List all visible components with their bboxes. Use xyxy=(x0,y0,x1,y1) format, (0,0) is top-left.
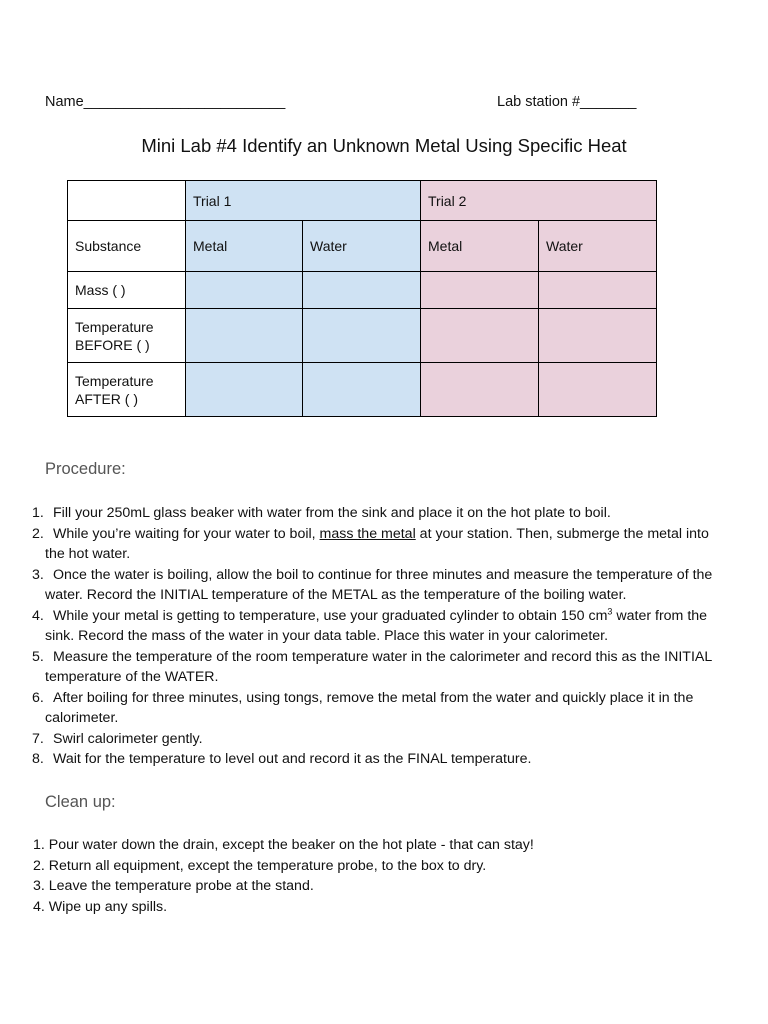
cleanup-item: 1. Pour water down the drain, except the beaker on the hot plate - that can stay! xyxy=(33,837,534,853)
cleanup-heading: Clean up: xyxy=(45,793,116,811)
procedure-step: 1. Fill your 250mL glass beaker with water from the sink and place it on the hot plate to boil. xyxy=(32,505,611,521)
procedure-step: 3. Once the water is boiling, allow the boil to continue for three minutes and measure the temperature of the water. Record the INITIAL temperature of the METAL as the temperature of the boiling water. xyxy=(32,566,713,603)
temp-before-label-line2: BEFORE ( ) xyxy=(75,336,150,353)
procedure-step: 7. Swirl calorimeter gently. xyxy=(32,730,203,747)
procedure-step: 2. While you’re waiting for your water to boil, mass the metal at your station. Then, submerge the metal into the hot water. xyxy=(32,525,709,562)
trial2-water-header: Water xyxy=(539,221,657,272)
temp-after-label-line2: AFTER ( ) xyxy=(75,390,138,407)
temp-after-label-line1: Temperature xyxy=(75,372,154,389)
trial1-water-mass-cell[interactable] xyxy=(303,272,421,309)
table-corner-cell xyxy=(68,181,186,221)
trial2-metal-after-cell[interactable] xyxy=(421,363,539,417)
table-row-substance xyxy=(68,221,657,272)
procedure-list xyxy=(32,503,732,770)
procedure-step: 5. Measure the temperature of the room temperature water in the calorimeter and record this as the INITIAL temperature of the WATER. xyxy=(32,648,712,685)
trial2-header: Trial 2 xyxy=(421,181,657,221)
cleanup-item: 3. Leave the temperature probe at the stand. xyxy=(33,878,314,895)
trial2-water-mass-cell[interactable] xyxy=(539,272,657,309)
procedure-step: 8. Wait for the temperature to level out and record it as the FINAL temperature. xyxy=(32,751,532,767)
substance-label: Substance xyxy=(68,221,186,272)
table-row-temp-after xyxy=(68,363,657,417)
trial2-metal-mass-cell[interactable] xyxy=(421,272,539,309)
trial2-metal-before-cell[interactable] xyxy=(421,309,539,363)
temp-after-row-label xyxy=(68,363,186,417)
trial1-water-header: Water xyxy=(303,221,421,272)
table-row-temp-before xyxy=(68,309,657,363)
trial2-water-before-cell[interactable] xyxy=(539,309,657,363)
trial1-metal-mass-cell[interactable] xyxy=(186,272,303,309)
data-table xyxy=(67,180,657,417)
cleanup-item: 2. Return all equipment, except the temperature probe, to the box to dry. xyxy=(33,857,487,874)
procedure-heading: Procedure: xyxy=(45,460,126,478)
trial1-header: Trial 1 xyxy=(186,181,421,221)
table-row-mass xyxy=(68,272,657,309)
trial1-water-after-cell[interactable] xyxy=(303,363,421,417)
trial2-metal-header: Metal xyxy=(421,221,539,272)
cleanup-item: 4. Wipe up any spills. xyxy=(33,898,168,915)
page-title: Mini Lab #4 Identify an Unknown Metal Using Specific Heat xyxy=(141,135,627,156)
name-field-label: Name_________________________ xyxy=(45,94,286,110)
trial1-metal-before-cell[interactable] xyxy=(186,309,303,363)
trial2-water-after-cell[interactable] xyxy=(539,363,657,417)
mass-row-label: Mass ( ) xyxy=(68,272,186,309)
trial1-metal-header: Metal xyxy=(186,221,303,272)
procedure-step: 6. After boiling for three minutes, using tongs, remove the metal from the water and quickly place it in the calorimeter. xyxy=(32,689,694,726)
table-row-trials xyxy=(68,181,657,221)
temp-before-row-label xyxy=(68,309,186,363)
temp-before-label-line1: Temperature xyxy=(75,318,154,335)
superscript-3: 3 xyxy=(607,605,613,616)
lab-station-field-label: Lab station #_______ xyxy=(497,94,637,110)
trial1-water-before-cell[interactable] xyxy=(303,309,421,363)
cleanup-list xyxy=(33,835,534,917)
trial1-metal-after-cell[interactable] xyxy=(186,363,303,417)
underlined-phrase: mass the metal xyxy=(319,525,416,542)
procedure-step: 4. While your metal is getting to temperature, use your graduated cylinder to obtain 150 $cm^3$ water from the sink. Record the mass of the water in your data table. Place this water in your calorimeter. xyxy=(32,605,708,644)
